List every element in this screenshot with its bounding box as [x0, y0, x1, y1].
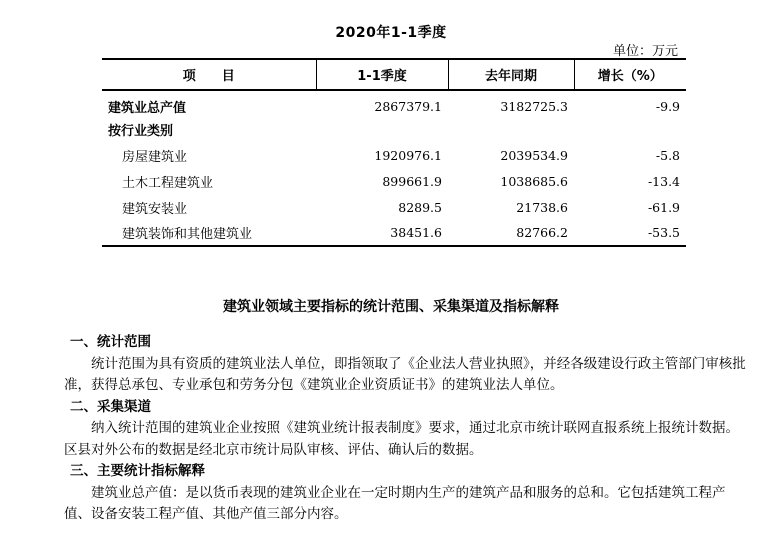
header-current-period: 1-1季度: [316, 59, 448, 90]
row-growth: -5.8: [655, 147, 680, 163]
row-previous: 1038685.6: [500, 173, 568, 189]
row-name: 土木工程建筑业: [122, 175, 214, 191]
row-previous: 2039534.9: [500, 147, 568, 163]
report-title: 2020年1-1季度: [335, 25, 447, 41]
row-current: 899661.9: [382, 173, 442, 189]
note-heading-definitions: 三、主要统计指标解释: [70, 463, 205, 479]
construction-output-table: [102, 58, 686, 247]
row-current: 2867379.1: [374, 99, 442, 114]
row-previous: [448, 116, 574, 142]
row-previous: 21738.6: [516, 199, 568, 215]
row-previous: 3182725.3: [500, 99, 568, 114]
table-row: [102, 116, 686, 142]
section-title: 建筑业领域主要指标的统计范围、采集渠道及指标解释: [223, 299, 559, 315]
row-name: 建筑业总产值: [108, 101, 187, 116]
row-current: [316, 116, 448, 142]
header-previous-year: 去年同期: [448, 59, 574, 90]
row-current: 8289.5: [398, 199, 442, 215]
table-header-row: [102, 59, 686, 90]
note-text-scope: 统计范围为具有资质的建筑业法人单位，即指领取了《企业法人营业执照》，并经各级建设行政主管部门审核批准，获得总承包、专业承包和劳务分包《建筑业企业资质证书》的建筑业法人单位。: [64, 355, 746, 393]
row-growth: -9.9: [655, 99, 680, 114]
row-growth: [574, 116, 686, 142]
table-row: [102, 220, 686, 246]
row-growth: -61.9: [647, 199, 680, 215]
row-name: 按行业类别: [108, 123, 174, 139]
row-previous: 82766.2: [448, 220, 574, 246]
table-row: [102, 90, 686, 116]
note-heading-scope: 一、统计范围: [70, 334, 151, 350]
note-text-definitions: 建筑业总产值：是以货币表现的建筑业企业在一定时期内生产的建筑产品和服务的总和。它包括建筑工程产值、设备安装工程产值、其他产值三部分内容。: [64, 484, 726, 522]
header-growth: 增长（%）: [574, 59, 686, 90]
row-current: 1920976.1: [374, 147, 442, 163]
table-row: [102, 194, 686, 220]
row-current: 38451.6: [316, 220, 448, 246]
table-row: [102, 168, 686, 194]
row-growth: -53.5: [574, 220, 686, 246]
note-text-channel: 纳入统计范围的建筑业企业按照《建筑业统计报表制度》要求，通过北京市统计联网直报系统上报统计数据。区县对外公布的数据是经北京市统计局队审核、评估、确认后的数据。: [64, 420, 739, 458]
row-growth: -13.4: [647, 173, 680, 189]
note-heading-channel: 二、采集渠道: [70, 398, 151, 415]
unit-label: 单位：万元: [612, 44, 678, 59]
row-name: 建筑装饰和其他建筑业: [102, 220, 316, 246]
table-row: [102, 142, 686, 168]
header-item: 项 目: [102, 59, 316, 90]
notes-section: [64, 332, 748, 526]
row-name: 房屋建筑业: [122, 149, 188, 165]
row-name: 建筑安装业: [122, 201, 188, 217]
